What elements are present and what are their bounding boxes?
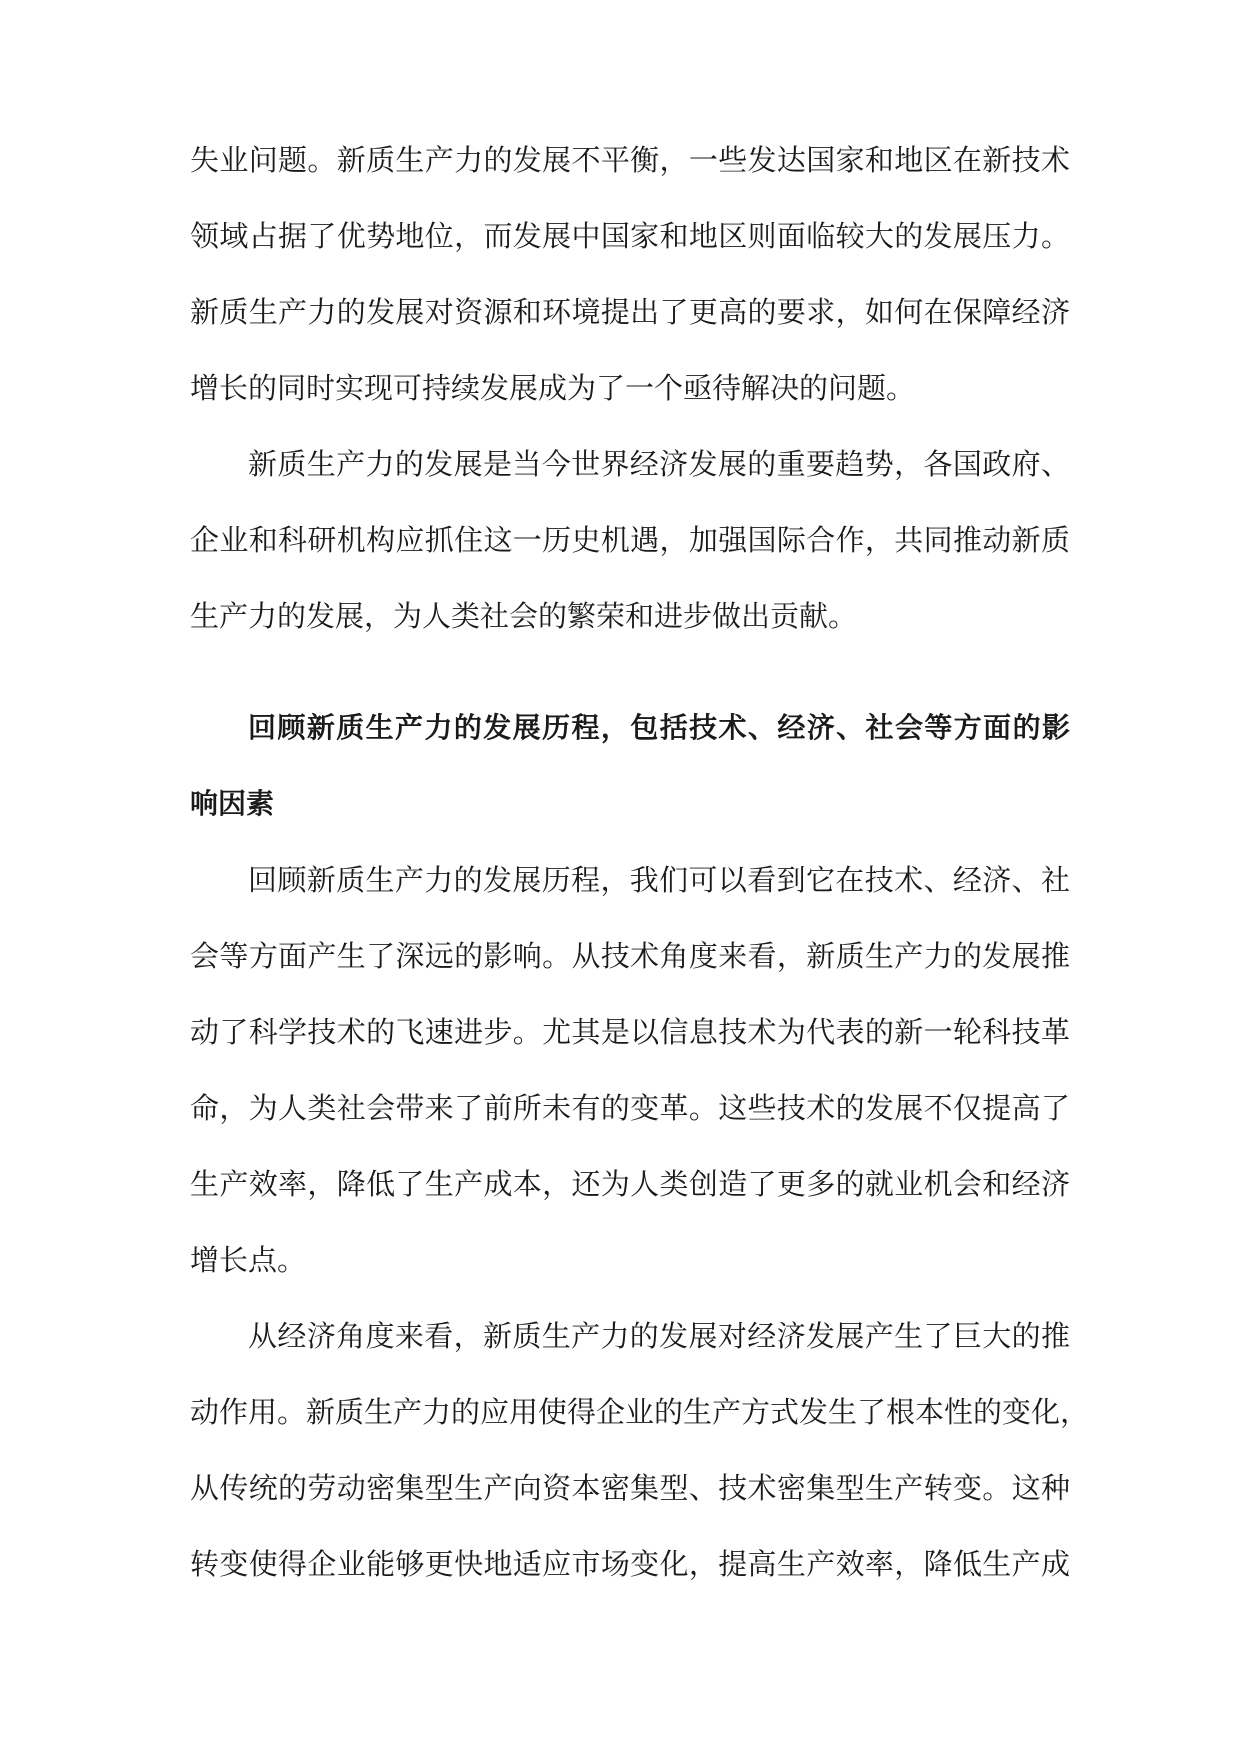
paragraph-line: 生产效率，降低了生产成本，还为人类创造了更多的就业机会和经济 [190,1167,1070,1201]
paragraph-line: 回顾新质生产力的发展历程，我们可以看到它在技术、经济、社 [248,863,1070,897]
paragraph-line: 生产力的发展，为人类社会的繁荣和进步做出贡献。 [190,599,858,633]
section-heading-line: 响因素 [190,787,275,820]
paragraph-line: 失业问题。新质生产力的发展不平衡，一些发达国家和地区在新技术 [190,143,1070,177]
paragraph-line: 动了科学技术的飞速进步。尤其是以信息技术为代表的新一轮科技革 [190,1015,1070,1049]
paragraph-line: 动作用。新质生产力的应用使得企业的生产方式发生了根本性的变化， [190,1395,1090,1429]
paragraph-line: 会等方面产生了深远的影响。从技术角度来看，新质生产力的发展推 [190,939,1070,973]
section-heading-line: 回顾新质生产力的发展历程，包括技术、经济、社会等方面的影 [248,711,1070,744]
paragraph-line: 从经济角度来看，新质生产力的发展对经济发展产生了巨大的推 [248,1319,1070,1353]
paragraph-line: 新质生产力的发展对资源和环境提出了更高的要求，如何在保障经济 [190,295,1070,329]
paragraph-line: 新质生产力的发展是当今世界经济发展的重要趋势，各国政府、 [248,447,1070,481]
paragraph-line: 领域占据了优势地位，而发展中国家和地区则面临较大的发展压力。 [190,219,1070,253]
paragraph-line: 增长的同时实现可持续发展成为了一个亟待解决的问题。 [190,371,916,405]
paragraph-line: 转变使得企业能够更快地适应市场变化，提高生产效率，降低生产成 [190,1547,1070,1581]
paragraph-line: 增长点。 [190,1243,307,1277]
paragraph-line: 从传统的劳动密集型生产向资本密集型、技术密集型生产转变。这种 [190,1471,1070,1505]
paragraph-line: 命，为人类社会带来了前所未有的变革。这些技术的发展不仅提高了 [190,1091,1070,1125]
paragraph-line: 企业和科研机构应抓住这一历史机遇，加强国际合作，共同推动新质 [190,523,1070,557]
